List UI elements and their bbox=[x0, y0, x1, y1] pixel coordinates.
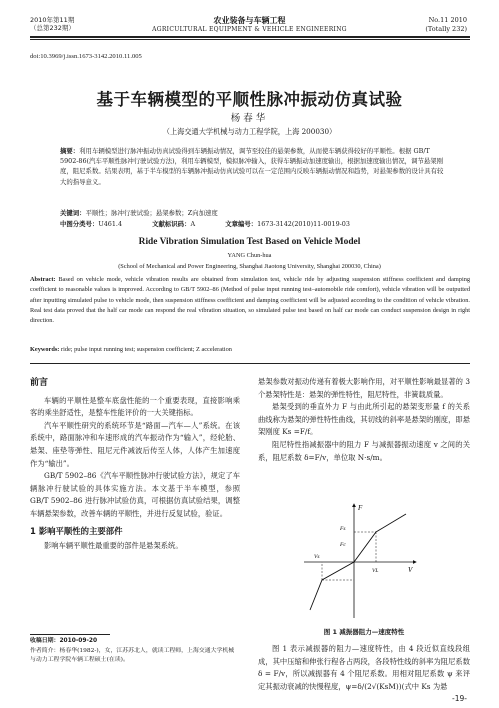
header-issue-cn: 2010年第11期 bbox=[30, 16, 75, 24]
keywords-cn-text: 平顺性；脉冲行驶试验；悬架参数；Z向加速度 bbox=[85, 209, 218, 217]
right-column-top bbox=[258, 376, 470, 464]
author-en: YANG Chun-hua bbox=[227, 252, 272, 259]
right-para-2: 悬架受到的垂直外力 F 与由此所引起的悬架变形量 f 的关系曲线称为悬架的弹性特性曲线，其切线的斜率是悬架的刚度，即悬架刚度 Ks =F/f。 bbox=[258, 402, 470, 437]
header-rule bbox=[30, 36, 470, 38]
preface-para-3: GB/T 5902–86《汽车平顺性脉冲行驶试验方法》，规定了车辆脉冲行驶试验的具体实施方法。本文基于半车模型，参照 GB/T 5902–86 进行脉冲试验仿真，可根据仿真试验结果，调整车辆悬架参数，改善车辆的平顺性，并进行反复试验，验证。 bbox=[30, 471, 240, 518]
keywords-en-text: ride; pulse input running test; suspension coefficient; Z acceleration bbox=[60, 346, 232, 353]
header-issue-en: No.11 2010 bbox=[428, 16, 467, 24]
footnote bbox=[30, 637, 240, 666]
damper-characteristic-diagram bbox=[300, 500, 420, 625]
footnote-rule bbox=[30, 634, 110, 635]
title-cn: 基于车辆模型的平顺性脉冲振动仿真试验 bbox=[96, 90, 403, 109]
title-en: Ride Vibration Simulation Test Based on Vehicle Model bbox=[138, 237, 361, 247]
article-no-label: 文章编号： bbox=[225, 220, 258, 228]
classification-line bbox=[60, 219, 448, 229]
abstract-cn-text: 利用车辆模型进行脉冲振动仿真试验得到车辆振动情况，调节至较佳的悬架参数，从而使车辆获得较好的平顺性。根据 GB/T 5902-86(汽车平顺性脉冲行驶试验方法)，利用车辆模型，模拟脉冲输入，获得车辆振动加速度输出，根据加速度输出情况，调节悬架刚度，阻尼系数。结果表明，基于半车模型的车辆脉冲振动仿真试验可以在一定范围内反映车辆振动情况和趋势，对悬架参数的设计具有较大的指导意义。 bbox=[60, 147, 444, 186]
right-para-4: 图 1 表示减振器的阻力—速度特性，由 4 段近似直线段组成，其中压缩和伸张行程各占两段，各段特性线的斜率为阻尼系数 δ = F/v，所以减振器有 4 个阻尼系数。用相对阻尼系数 ψ 来评定其振动衰减的快慢程度，ψ=δ/(2√(KsM))(式中 Ks 为悬 bbox=[258, 644, 470, 691]
left-column bbox=[30, 377, 240, 553]
section-1-heading: 1 影响平顺性的主要部件 bbox=[30, 525, 123, 536]
author-cn: 杨春华 bbox=[230, 113, 269, 124]
right-para-1: 悬架参数对振动传递有着极大影响作用，对平顺性影响最显著的 3 个悬架特性是：悬架的弹性特性，阻尼特性，非簧载质量。 bbox=[258, 377, 470, 399]
footnote-author-intro: 作者简介：杨春华(1982-)，女，江苏苏北人，就读工程师，上海交通大学机械与动力工程学院车辆工程硕士(在读)。 bbox=[30, 647, 235, 663]
preface-heading: 前言 bbox=[30, 378, 49, 388]
page-number: -19- bbox=[452, 694, 467, 703]
header-serial-en: (Totally 232) bbox=[425, 25, 467, 33]
figure-1 bbox=[300, 500, 420, 625]
affiliation-cn: （上海交通大学机械与动力工程学院，上海 200030） bbox=[162, 127, 337, 136]
clc-code: U461.4 bbox=[98, 220, 123, 228]
keywords-cn-label: 关键词： bbox=[60, 209, 86, 217]
axis-f-label: F bbox=[358, 504, 363, 512]
header-serial-cn: （总第232期） bbox=[30, 24, 75, 32]
header-journal-en: AGRICULTURAL EQUIPMENT & VEHICLE ENGINEERING bbox=[152, 26, 347, 33]
doc-code: A bbox=[190, 220, 196, 228]
section-1-para: 影响车辆平顺性最重要的部件是悬架系统。 bbox=[44, 541, 183, 551]
header-rule-thin bbox=[30, 39, 470, 40]
preface-para-1: 车辆的平顺性是整车底盘性能的一个重要表现，直接影响乘客的乘坐舒适性，是整车性能评价的一大关键指标。 bbox=[30, 395, 240, 418]
abstract-cn-label: 摘要： bbox=[60, 147, 80, 155]
fc-label: Fc bbox=[340, 542, 346, 548]
affiliation-en: (School of Mechanical and Power Engineering, Shanghai Jiaotong University, Shanghai 200030, China) bbox=[118, 263, 381, 270]
keywords-en bbox=[30, 345, 470, 355]
header-journal-cn: 农业装备与车辆工程 bbox=[213, 16, 286, 25]
abstract-en-text: Based on vehicle mode, vehicle vibration results are obtained from simulation test, vehicle ride by adjusting suspension stiffness coefficient and damping coefficient to reasonable values is improved. According to GB/T 5902–86 (Method of pulse input running test–automobile ride comfort), vehicle vibration will be outputted after inputting simulated pulse to vehicle mode, then suspension stiffness coefficient and damping coefficient will be adjusted according to the condition of vehicle vibration. Real test data proved that the half car mode can respond the real vibration situation, so simulated pulse test based on half car mode can conduct suspension design in right direction. bbox=[30, 276, 470, 325]
preface-para-2: 汽车平顺性研究的系统环节是“路面—汽车—人”系统。在该系统中，路面脉冲和车速形成的汽车振动作为“输入”，经轮胎、悬架、座垫等弹性、阻尼元件减波后传至人体，人体产生加速度作为“输出”。 bbox=[30, 420, 240, 468]
abstract-en-label: Abstract: bbox=[30, 276, 56, 283]
vl-label: VL bbox=[372, 568, 379, 574]
clc-label: 中图分类号： bbox=[60, 220, 99, 228]
doc-code-label: 文献标识码： bbox=[152, 220, 191, 228]
keywords-cn bbox=[60, 208, 448, 218]
keywords-en-label: Keywords: bbox=[30, 346, 60, 353]
right-column-bottom bbox=[258, 643, 470, 693]
fs-label: Fs bbox=[340, 526, 346, 532]
abstract-en bbox=[30, 275, 470, 326]
doi: doi:10.3969/j.issn.1673-3142.2010.11.005 bbox=[30, 53, 142, 60]
right-para-3: 阻尼特性指减振器中的阻力 F 与减振器振动速度 v 之间的关系，阻尼系数 δ=F/v，单位取 N·s/m。 bbox=[258, 439, 470, 462]
abstract-cn bbox=[60, 146, 448, 187]
footnote-received: 收稿日期：2010-09-20 bbox=[30, 638, 98, 644]
article-no: 1673-3142(2010)11-0019-03 bbox=[257, 220, 350, 228]
figure-1-caption: 图 1 减振器阻力—速度特性 bbox=[323, 628, 405, 636]
axis-v-label: V bbox=[408, 566, 413, 574]
vs-label: Vs bbox=[314, 554, 320, 560]
abstract-divider bbox=[30, 363, 470, 364]
